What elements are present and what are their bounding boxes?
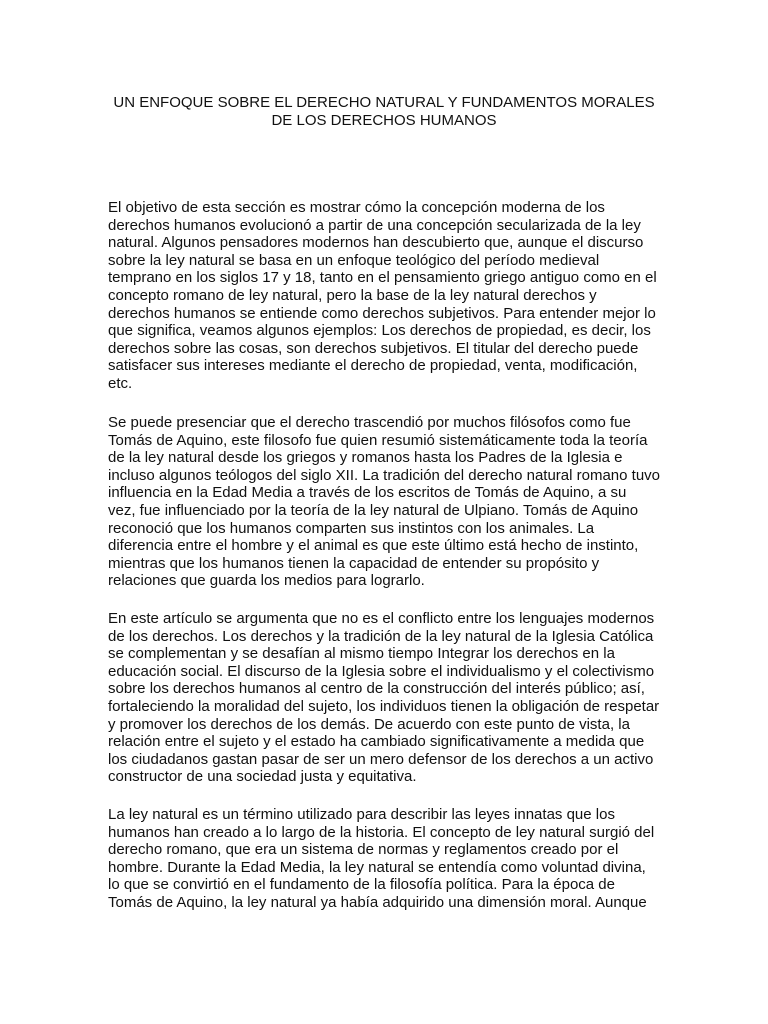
- text-line: temprano en los siglos 17 y 18, tanto en el pensamiento griego antiguo como en el: [108, 269, 657, 287]
- text-line: de la ley natural desde los griegos y romanos hasta los Padres de la Iglesia e: [108, 449, 623, 467]
- text-line: Tomás de Aquino, este filosofo fue quien resumió sistemáticamente toda la teoría: [108, 431, 648, 449]
- text-line: lo que se convirtió en el fundamento de la filosofía política. Para la época de: [108, 876, 615, 894]
- paragraph-2: [108, 414, 660, 590]
- text-line: de los derechos. Los derechos y la tradición de la ley natural de la Iglesia Católica: [108, 627, 654, 645]
- text-line: que significa, veamos algunos ejemplos: Los derechos de propiedad, es decir, los: [108, 322, 651, 340]
- text-line: concepto romano de ley natural, pero la base de la ley natural derechos y: [108, 286, 597, 304]
- text-line: derechos humanos evolucionó a partir de una concepción secularizada de la ley: [108, 216, 641, 234]
- text-line: satisfacer sus intereses mediante el derecho de propiedad, venta, modificación,: [108, 357, 638, 375]
- title-line: DE LOS DERECHOS HUMANOS: [271, 111, 497, 129]
- text-line: etc.: [108, 374, 133, 392]
- paragraph-1: [108, 199, 657, 393]
- text-line: mientras que los humanos tienen la capacidad de entender su propósito y: [108, 554, 600, 572]
- title-line: UN ENFOQUE SOBRE EL DERECHO NATURAL Y FUNDAMENTOS MORALES: [113, 94, 655, 111]
- text-line: Tomás de Aquino, la ley natural ya había adquirido una dimensión moral. Aunque: [108, 893, 647, 911]
- text-line: relación entre el sujeto y el estado ha cambiado significativamente a medida que: [108, 733, 645, 751]
- document-title: [90, 94, 678, 129]
- text-line: reconoció que los humanos comparten sus instintos con los animales. La: [108, 519, 595, 537]
- text-line: y promover los derechos de los demás. De acuerdo con este punto de vista, la: [108, 715, 630, 733]
- text-line: sobre la ley natural se basa en un enfoque teológico del período medieval: [108, 251, 600, 269]
- text-line: incluso algunos teólogos del siglo XII. La tradición del derecho natural romano tuvo: [108, 466, 661, 484]
- text-line: derechos humanos se entiende como derechos subjetivos. Para entender mejor lo: [108, 304, 656, 322]
- paragraph-3: [108, 610, 659, 786]
- text-line: natural. Algunos pensadores modernos han descubierto que, aunque el discurso: [108, 234, 644, 252]
- text-line: fortaleciendo la moralidad del sujeto, los individuos tienen la obligación de respetar: [108, 697, 660, 715]
- text-line: La ley natural es un término utilizado para describir las leyes innatas que los: [108, 806, 615, 823]
- text-line: humanos han creado a lo largo de la historia. El concepto de ley natural surgió del: [108, 823, 655, 841]
- text-line: Se puede presenciar que el derecho trascendió por muchos filósofos como fue: [108, 414, 631, 431]
- text-line: se complementan y se desafían al mismo tiempo Integrar los derechos en la: [108, 645, 615, 663]
- text-line: El objetivo de esta sección es mostrar cómo la concepción moderna de los: [108, 199, 605, 216]
- text-line: vez, fue influenciado por la teoría de la ley natural de Ulpiano. Tomás de Aquino: [108, 501, 639, 519]
- text-line: diferencia entre el hombre y el animal es que este último está hecho de instinto,: [108, 537, 639, 555]
- text-line: derechos sobre las cosas, son derechos subjetivos. El titular del derecho puede: [108, 339, 639, 357]
- text-line: sobre los derechos humanos al centro de la construcción del interés público; así,: [108, 680, 645, 698]
- text-line: En este artículo se argumenta que no es el conflicto entre los lenguajes modernos: [108, 610, 655, 627]
- text-line: educación social. El discurso de la Iglesia sobre el individualismo y el colectivismo: [108, 662, 655, 680]
- text-line: los ciudadanos gastan pasar de ser un mero defensor de los derechos a un activo: [108, 750, 654, 768]
- text-line: constructor de una sociedad justa y equitativa.: [108, 768, 417, 786]
- paragraph-4: [108, 806, 654, 912]
- text-line: derecho romano, que era un sistema de normas y reglamentos creado por el: [108, 841, 619, 859]
- text-line: relaciones que guarda los medios para lograrlo.: [108, 572, 425, 590]
- text-line: influencia en la Edad Media a través de los escritos de Tomás de Aquino, a su: [108, 484, 627, 502]
- text-line: hombre. Durante la Edad Media, la ley natural se entendía como voluntad divina,: [108, 858, 646, 876]
